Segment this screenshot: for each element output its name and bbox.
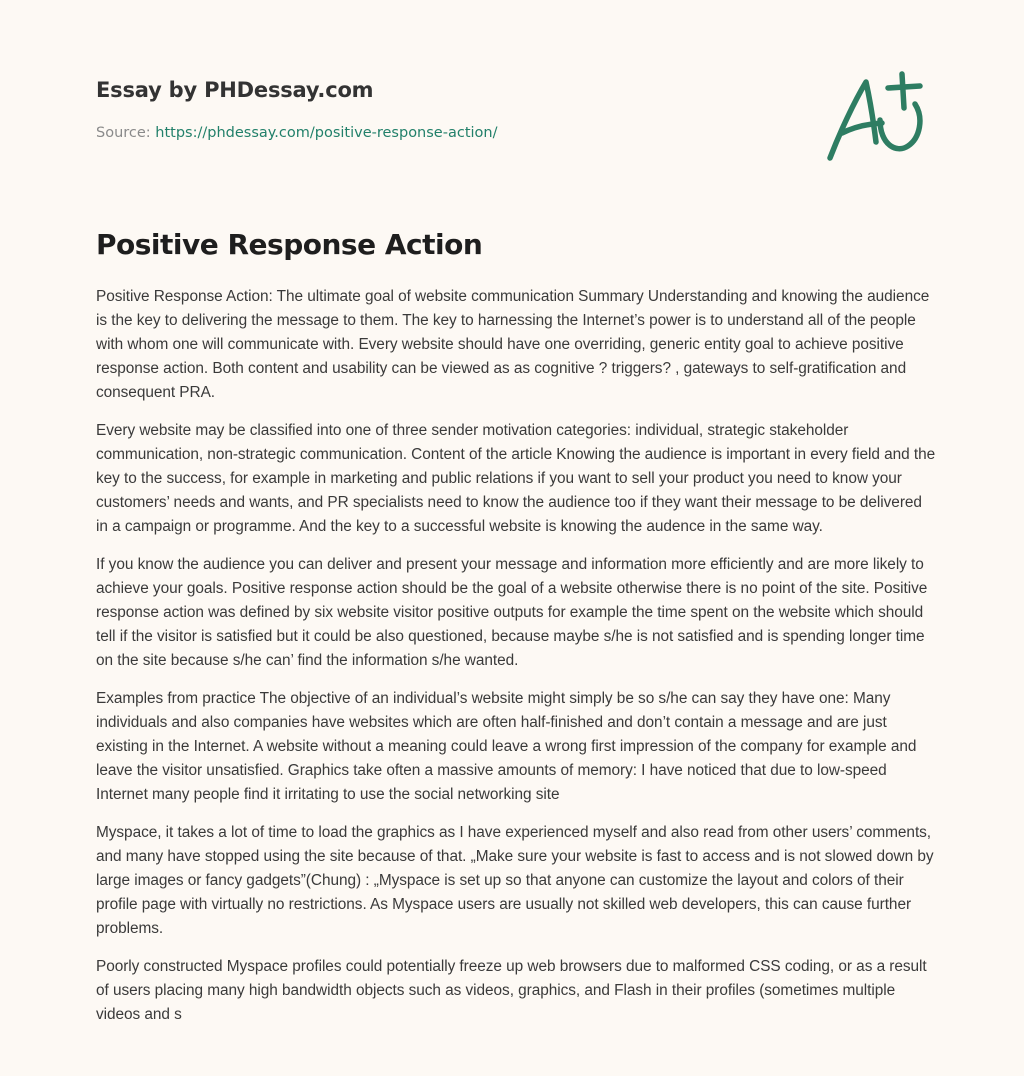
a-plus-grade-icon [818, 66, 934, 166]
site-header [96, 76, 796, 143]
site-title: Essay by PHDessay.com [96, 78, 374, 102]
article-body [96, 285, 936, 1041]
article-paragraph: Poorly constructed Myspace profiles could potentially freeze up web browsers due to malformed CSS coding, or as a result of users placing many high bandwidth objects such as videos, graphics, and Flash in their profiles (sometimes multiple videos and s [96, 958, 927, 1023]
source-line [96, 123, 796, 143]
source-link[interactable]: https://phdessay.com/positive-response-action/ [155, 125, 498, 141]
article-paragraph: Every website may be classified into one of three sender motivation categories: individual, strategic stakeholder communication, non-strategic communication. Content of the article Knowing the audience is important in every field and the key to the success, for example in marketing and public relations if you want to sell your product you need to know your customers’ needs and wants, and PR specialists need to know the audience too if they want their message to be delivered in a campaign or programme. And the key to a successful website is knowing the audence in the same way. [96, 422, 936, 535]
article-paragraph: If you know the audience you can deliver and present your message and information more efficiently and are more likely to achieve your goals. Positive response action should be the goal of a website otherwise there is no point of the site. Positive response action was defined by six website visitor positive outputs for example the time spent on the website which should tell if the visitor is satisfied but it could be also questioned, because maybe s/he is not satisfied and is spending longer time on the site because s/he can’ find the information s/he wanted. [96, 556, 928, 669]
article-paragraph: Myspace, it takes a lot of time to load the graphics as I have experienced myself and also read from other users’ comments, and many have stopped using the site because of that. „Make sure your website is fast to access and is not slowed down by large images or fancy gadgets”(Chung) : „Myspace is set up so that anyone can customize the layout and colors of their profile page with virtually no restrictions. As Myspace users are usually not skilled web developers, this can cause further problems. [96, 824, 934, 937]
article-paragraph: Examples from practice The objective of an individual’s website might simply be so s/he can say they have one: Many individuals and also companies have websites which are often half-finished and don’t contain a message and are just existing in the Internet. A website without a meaning could leave a wrong first impression of the company for example and leave the visitor unsatisfied. Graphics take often a massive amounts of memory: I have noticed that due to low-speed Internet many people find it irritating to use the social networking site [96, 690, 917, 803]
source-label: Source: [96, 125, 151, 141]
article-paragraph: Positive Response Action: The ultimate goal of website communication Summary Understanding and knowing the audience is the key to delivering the message to them. The key to harnessing the Internet’s power is to understand all of the people with whom one will communicate with. Every website should have one overriding, generic entity goal to achieve positive response action. Both content and usability can be viewed as as cognitive ? triggers? , gateways to self-gratification and consequent PRA. [96, 288, 930, 401]
page-title: Positive Response Action [96, 228, 483, 261]
